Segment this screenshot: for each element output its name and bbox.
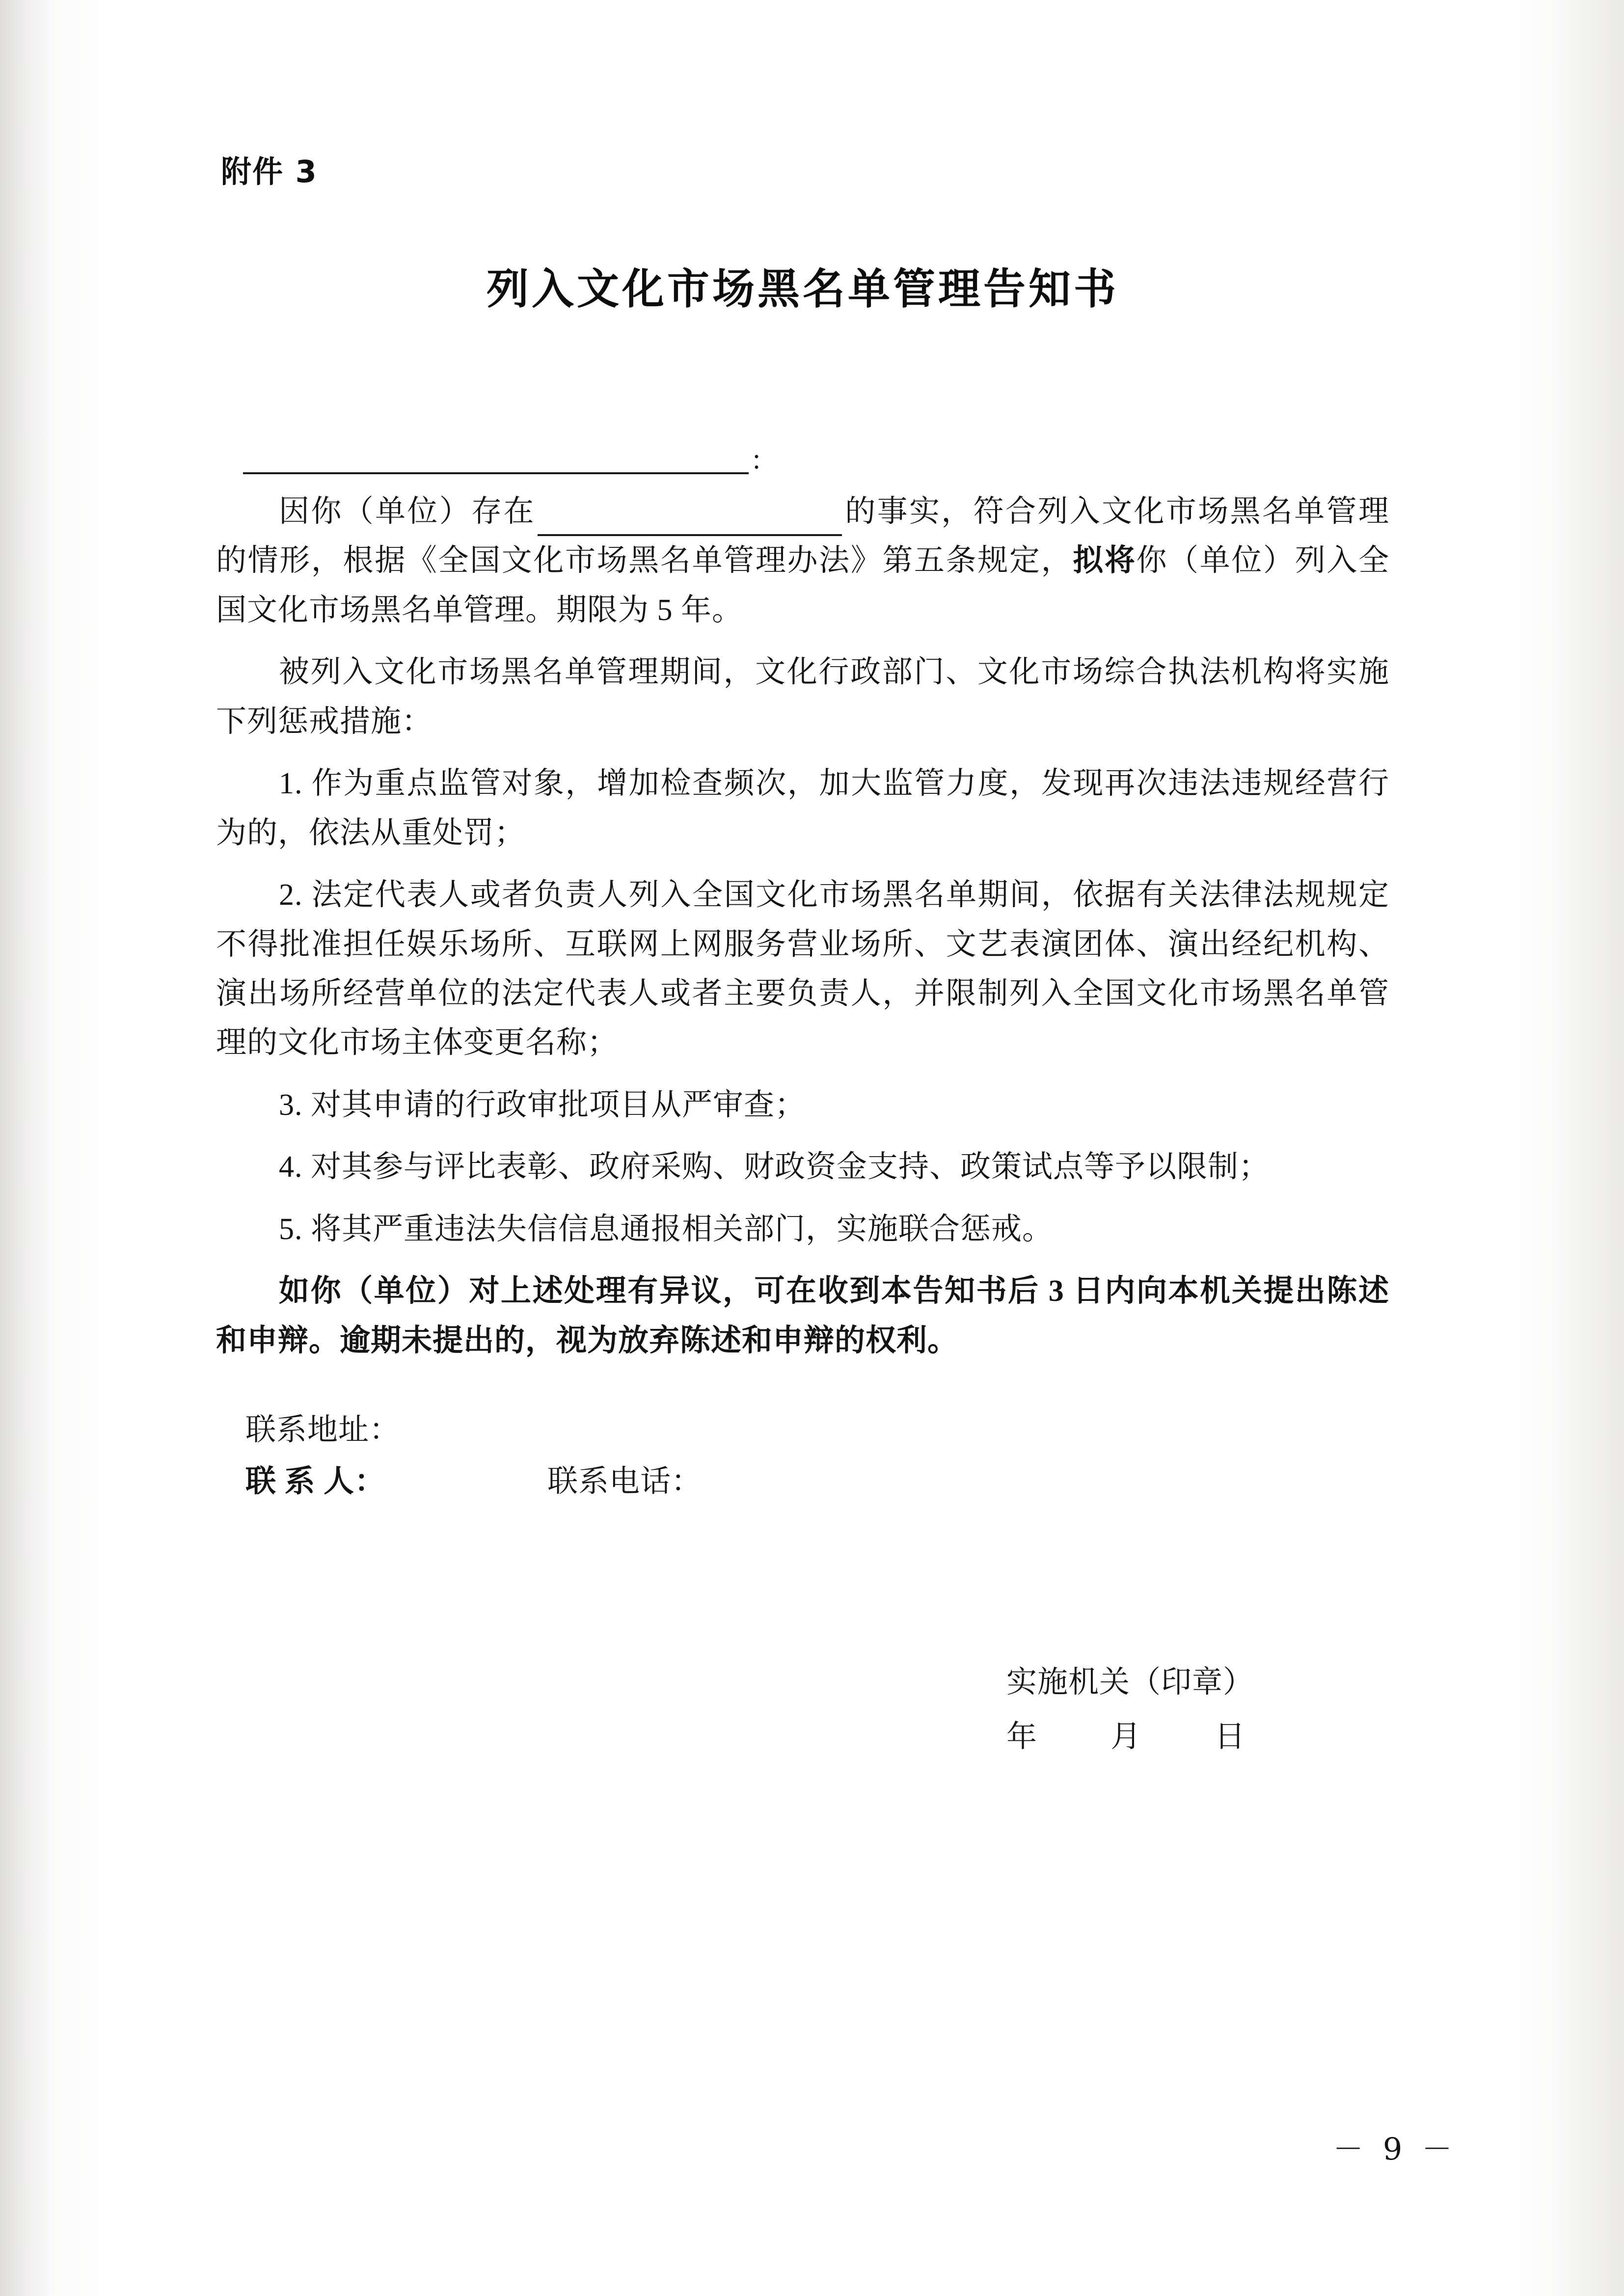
paragraph-1-part-c: 你（单位）列入全国文化市场黑名单管理。期限为 5 年。 xyxy=(216,544,1389,627)
measure-item-2: 2. 法定代表人或者负责人列入全国文化市场黑名单期间，依据有关法律法规规定不得批准担任娱乐场所、互联网上网服务营业场所、文艺表演团体、演出经纪机构、演出场所经营单位的法定代表人或者主要负责人，并限制列入全国文化市场黑名单管理的文化市场主体变更名称； xyxy=(216,878,1389,1060)
measure-item-5: 5. 将其严重违法失信信息通报相关部门，实施联合惩戒。 xyxy=(279,1212,1054,1246)
measure-item-3: 3. 对其申请的行政审批项目从严审查； xyxy=(279,1088,806,1122)
fact-blank-line xyxy=(538,513,842,536)
date-day-label: 日 xyxy=(1215,1720,1245,1754)
paragraph-1-part-b: 的事实，符合列入文化市场黑名单管理的情形，根据《全国文化市场黑名单管理办法》第五条规定， xyxy=(216,495,1389,578)
contact-block xyxy=(216,1405,1389,1508)
page-number: － 9 － xyxy=(1333,2131,1457,2167)
recipient-blank-line xyxy=(243,447,749,474)
date-month-label: 月 xyxy=(1110,1720,1141,1754)
page-title: 列入文化市场黑名单管理告知书 xyxy=(487,264,1119,314)
recipient-field xyxy=(243,443,1389,475)
paragraph-1-emphasis: 拟将 xyxy=(1073,544,1137,578)
paragraph-1-part-a: 因你（单位）存在 xyxy=(279,495,536,528)
paragraph-2: 被列入文化市场黑名单管理期间，文化行政部门、文化市场综合执法机构将实施下列惩戒措施： xyxy=(216,655,1389,738)
paragraph-1 xyxy=(216,487,1389,635)
contact-person-row xyxy=(216,1456,1389,1508)
issuing-agency-label: 实施机关（印章） xyxy=(1006,1665,1254,1699)
date-year-label: 年 xyxy=(1006,1720,1037,1754)
contact-address-label: 联系地址： xyxy=(245,1413,401,1447)
contact-person-label: 联 系 人： xyxy=(245,1465,386,1499)
paragraph-objection: 如你（单位）对上述处理有异议，可在收到本告知书后 3 日内向本机关提出陈述和申辩。逾期未提出的，视为放弃陈述和申辩的权利。 xyxy=(216,1274,1389,1357)
signature-date-row xyxy=(1006,1710,1389,1765)
measure-item-1: 1. 作为重点监管对象，增加检查频次，加大监管力度，发现再次违法违规经营行为的，依法从重处罚； xyxy=(216,767,1389,850)
attachment-label: 附件 3 xyxy=(221,154,318,189)
measure-item-4: 4. 对其参与评比表彰、政府采购、财政资金支持、政策试点等予以限制； xyxy=(279,1150,1270,1184)
signature-block xyxy=(216,1655,1389,1765)
contact-address-row xyxy=(216,1405,1389,1456)
contact-phone-label: 联系电话： xyxy=(547,1465,703,1499)
recipient-colon: : xyxy=(753,443,761,475)
document-content xyxy=(216,147,1389,1765)
